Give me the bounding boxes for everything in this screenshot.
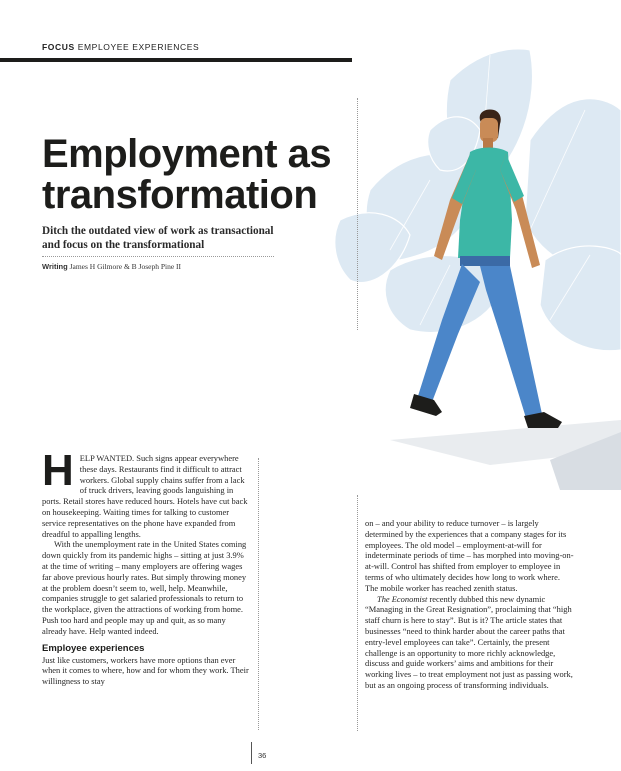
paragraph-3: Just like customers, workers have more options than ever when it comes to where, how and for whom they work. Their willingness to stay — [42, 654, 249, 687]
byline-authors: James H Gilmore & B Joseph Pine II — [69, 262, 182, 271]
column-divider-right — [357, 495, 358, 731]
page-number: 36 — [258, 751, 267, 760]
subsection-label: EMPLOYEE EXPERIENCES — [77, 42, 200, 52]
title-line-2: transformation — [42, 173, 318, 217]
walking-man-illustration — [330, 20, 621, 490]
illustration-divider — [357, 98, 358, 330]
drop-cap: H — [42, 446, 74, 495]
column-divider — [258, 458, 259, 730]
byline-label: Writing — [42, 262, 68, 271]
paragraph-4: on – and your ability to reduce turnover – is largely determined by the experiences that a company stages for its employees. The old model – employment-at-will for indeterminate periods of time – has morphed into moving-on-at-will. Control has shifted from employer to employee in terms of who ultimately decides how long to work where. The mobile worker has reached zenith status. — [365, 518, 574, 593]
section-subheading: Employee experiences — [42, 642, 145, 654]
section-header — [42, 42, 199, 52]
body-column-1 — [42, 446, 250, 687]
footer-rule — [251, 742, 252, 764]
publication-name: The Economist — [377, 593, 428, 604]
article-title — [42, 134, 342, 216]
paragraph-2: With the unemployment rate in the United States coming down quickly from its pandemic highs – sitting at just 3.9% at the time of writing – many employers are offering wages far above previous hourly rates. But simply throwing money at the problem doesn’t seem to, well, help. Meanwhile, companies struggle to get salaried professionals to return to the workplace, given the attractions of working from home. Push too hard and people may up and quit, as so many already have. Help wanted indeed. — [42, 539, 247, 636]
body-column-2 — [365, 518, 575, 691]
paragraph-5-text: recently dubbed this new dynamic “Managing in the Great Resignation”, proclaiming that “high staff churn is here to stay”. But is it? The article states that businesses “need to think harder about the career paths that entry-level employees can take”. Certainly, the present challenge is an opportunity to more richly acknowledge, discuss and guide workers’ aims and ambitions for their working lives – to treat employment not just as passing work, but as an ongoing process of transforming individuals. — [365, 593, 573, 690]
header-rule — [0, 58, 352, 62]
paragraph-5 — [365, 594, 575, 691]
paragraph-1 — [42, 446, 250, 539]
paragraph-1-text: ELP WANTED. Such signs appear everywhere these days. Restaurants find it difficult to attract workers. Global supply chains suffer from a lack of truck drivers, leaving goods languishing in ports. Retail stores have reduced hours. Hotels have cut back on housekeeping. Waiting times for talking to customer service representatives on the phone have expanded from dreadful to appalling lengths. — [42, 453, 248, 539]
standfirst: Ditch the outdated view of work as transactional and focus on the transformational — [42, 225, 274, 251]
section-label: FOCUS — [42, 42, 75, 52]
standfirst-divider — [42, 256, 274, 257]
title-line-1: Employment as — [42, 132, 332, 176]
byline — [42, 262, 181, 271]
